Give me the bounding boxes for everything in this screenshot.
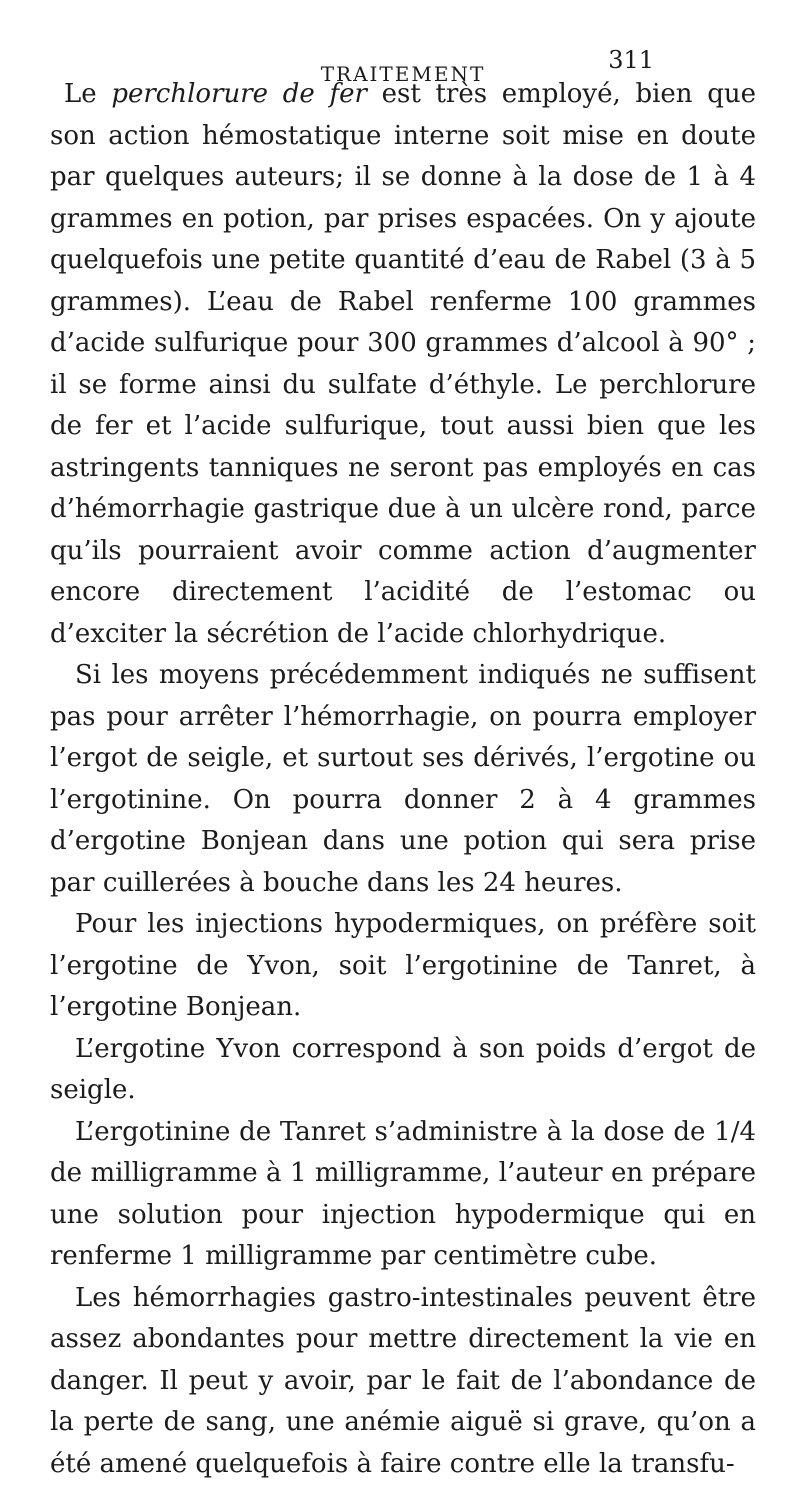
paragraph-ergotinine-tanret: L’ergotinine de Tanret s’administre à la dose de 1/4 de milligramme à 1 milligramme, l’auteur en prépare une solution pour injection hypodermique qui en renferme 1 milligramme par centimètre cube. [50,1112,756,1278]
running-title: TRAITEMENT [50,62,756,86]
paragraph-ergot: Si les moyens précédemment indiqués ne suffisent pas pour arrêter l’hémorrhagie, on pourra employer l’ergot de seigle, et surtout ses dérivés, l’ergotine ou l’ergotinine. On pourra donner 2 à 4 grammes d’ergotine Bonjean dans une potion qui sera prise par cuillerées à bouche dans les 24 heures. [50,655,756,904]
paragraph-lead-prefix: Le [64,79,111,109]
running-head [50,28,756,74]
paragraph-text: est très employé, bien que son action hémostatique interne soit mise en doute par quelques auteurs; il se donne à la dose de 1 à 4 grammes en potion, par prises espacées. On y ajoute quelquefois une petite quantité d’eau de Rabel (3 à 5 grammes). L’eau de Rabel renferme 100 grammes d’acide sulfurique pour 300 grammes d’alcool à 90° ; il se forme ainsi du sulfate d’éthyle. Le perchlorure de fer et l’acide sulfurique, tout aussi bien que les astringents tanniques ne seront pas employés en cas d’hémorrhagie gastrique due à un ulcère rond, parce qu’ils pourraient avoir comme action d’augmenter encore directement l’acidité de l’estomac ou d’exciter la sécrétion de l’acide chlorhydrique. [50,79,756,649]
paragraph-injections: Pour les injections hypodermiques, on préfère soit l’ergotine de Yvon, soit l’ergotinine de Tanret, à l’ergotine Bonjean. [50,904,756,1029]
paragraph-ergotine-yvon: L’ergotine Yvon correspond à son poids d’ergot de seigle. [50,1029,756,1112]
paragraph-perchlorure [50,74,756,655]
italic-term: perchlorure de fer [111,79,367,109]
body-text [50,74,756,1485]
page-number: 311 [608,46,654,74]
paragraph-hemorrhagies: Les hémorrhagies gastro-intestinales peuvent être assez abondantes pour mettre directement la vie en danger. Il peut y avoir, par le fait de l’abondance de la perte de sang, une anémie aiguë si grave, qu’on a été amené quelquefois à faire contre elle la transfu- [50,1278,756,1485]
